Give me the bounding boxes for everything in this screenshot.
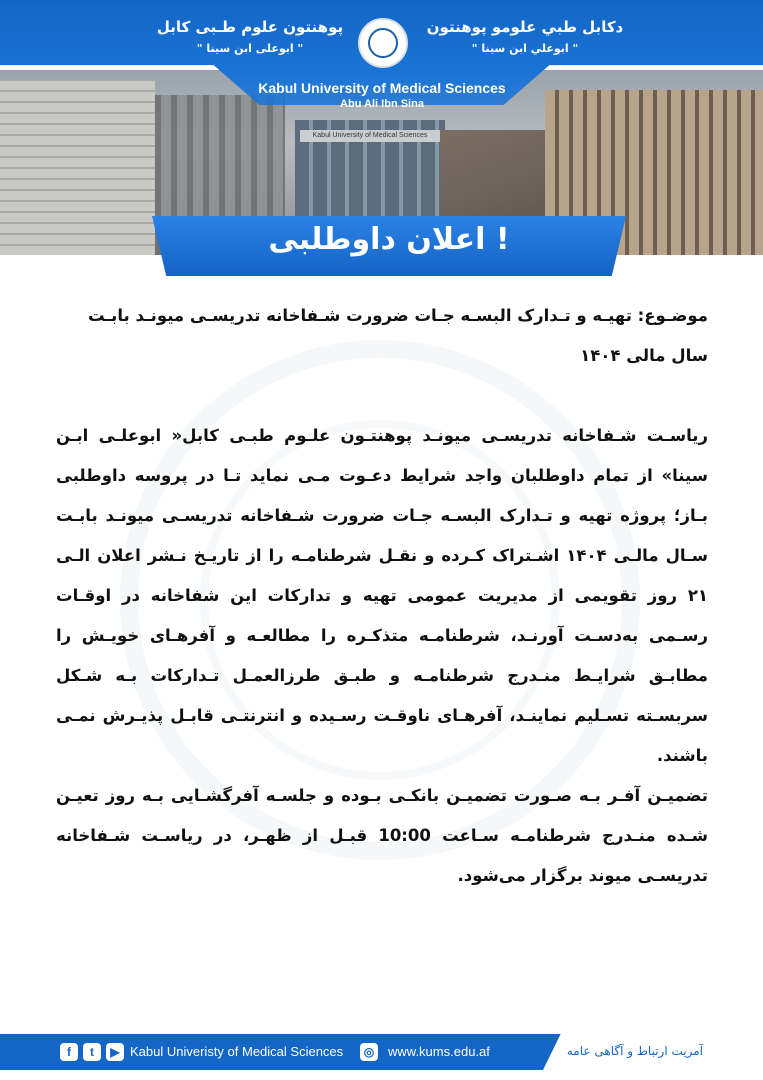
- photo-wall-left: [0, 80, 155, 255]
- seal-inner-ring: [368, 28, 398, 58]
- paragraph-1: ریاسـت شـفاخانه تدریسـی میونـد پوهنتـون علـوم طبـی کابل« ابوعلـی ابـن سینا» از تمام داوطلبان واجد شرایط دعـوت مـی نماید تـا در پروسه داوطلبی بـاز؛ پروژه تهیه و تـدارک البسـه جـات ضرورت شـفاخانه تدریسـی میونـد بابـت سـال مالـی ۱۴۰۴ اشـتراک کـرده و نقـل شرطنامـه را از تاریـخ نـشر اعلان الـی ۲۱ روز تقویمی از مدیریت عمومی تهیه و تدارکات این شفاخانه در اوقـات رسـمی به‌دسـت آورنـد، شرطنامـه متذکـره را مطالعـه و آفرهـای خویـش را مطابـق شرایـط منـدرج شرطنامـه و طبـق طرزالعمـل تـدارکات بـه شـکل سربسـته تسـلیم نماینـد، آفرهـای ناوقـت رسـیده و انترنتـی قابـل پذیـرش نمـی باشند.: [56, 426, 708, 765]
- university-seal-icon: [358, 18, 408, 68]
- header: [0, 0, 763, 278]
- paragraph-2: تضمیـن آفـر بـه صـورت تضمیـن بانکـی بـوده و جلسـه آفرگشـایی بـه روز تعیـن شـده منـدرج شرطنامـه سـاعت 10:00 قبـل از ظهـر، در ریاسـت شـفاخانه تدریسـی میوند برگزار می‌شود.: [56, 786, 708, 885]
- dari-university-name: پوهنتون علوم طـبی کابل: [156, 18, 344, 36]
- dari-university-sub: " ابوعلی ابن سینا ": [196, 42, 304, 55]
- youtube-icon[interactable]: ▶: [106, 1043, 124, 1061]
- pashto-university-name: دکابل طبي علومو پوهنتون: [426, 18, 624, 36]
- footer: [0, 1034, 763, 1080]
- web-icon[interactable]: ◎: [360, 1043, 378, 1061]
- announcement-body: [56, 296, 708, 896]
- footer-website-link[interactable]: www.kums.edu.af: [388, 1044, 490, 1059]
- english-university-name: Kabul University of Medical Sciences: [258, 80, 506, 96]
- building-sign: Kabul University of Medical Sciences: [300, 130, 440, 142]
- footer-bottom-strip: [0, 1070, 763, 1080]
- subject-line-1: موضـوع: تهیـه و تـدارک البسـه جـات ضرورت شـفاخانه تدریسـی میونـد بابـت: [88, 306, 708, 325]
- pashto-university-sub: " ابوعلي ابن سينا ": [471, 42, 579, 55]
- facebook-icon[interactable]: f: [60, 1043, 78, 1061]
- announcement-title: اعلان داوطلبی !: [268, 222, 510, 257]
- footer-left-cap: [0, 1034, 56, 1070]
- twitter-icon[interactable]: t: [83, 1043, 101, 1061]
- english-university-sub: Abu Ali Ibn Sina: [340, 98, 424, 110]
- footer-department: آمریت ارتباط و آگاهی عامه: [566, 1044, 703, 1058]
- footer-university-name: Kabul Univeristy of Medical Sciences: [130, 1044, 344, 1059]
- paragraph-gap: [56, 376, 708, 416]
- subject-line-2: سال مالی ۱۴۰۴: [580, 346, 708, 365]
